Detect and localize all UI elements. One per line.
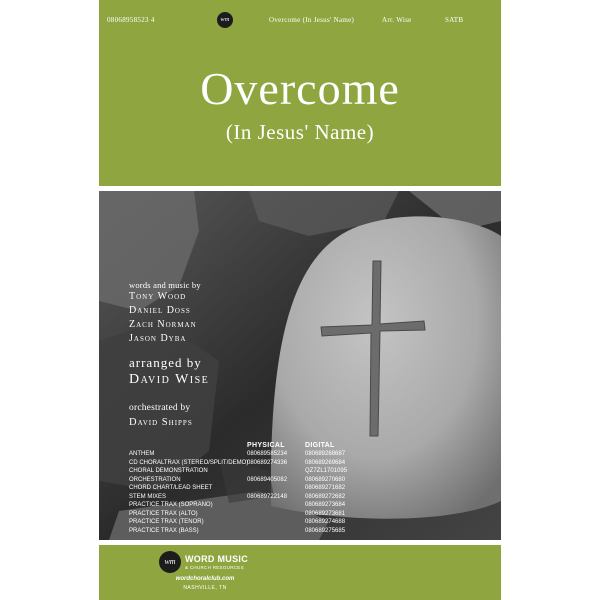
writer-name: Zach Norman bbox=[129, 319, 197, 330]
publisher-city: NASHVILLE, TN bbox=[183, 585, 227, 591]
publisher-url[interactable]: wordchoralclub.com bbox=[175, 576, 235, 582]
product-name: CHORAL DEMONSTRATION bbox=[129, 468, 208, 474]
title-band bbox=[99, 0, 501, 186]
page-subtitle: (In Jesus' Name) bbox=[225, 120, 375, 144]
writer-name: Jason Dyba bbox=[129, 333, 187, 344]
score-cover bbox=[99, 0, 501, 600]
product-name: PRACTICE TRAX (BASS) bbox=[129, 527, 199, 534]
product-name: ORCHESTRATION bbox=[129, 476, 181, 483]
physical-code: 080689585234 bbox=[247, 451, 288, 457]
product-row bbox=[129, 519, 469, 527]
product-name: CD CHORALTRAX (STEREO/SPLIT/DEMO) bbox=[129, 459, 249, 466]
digital-code: QZ7ZL1701095 bbox=[305, 468, 348, 474]
product-name: PRACTICE TRAX (ALTO) bbox=[129, 510, 198, 517]
physical-code: 080689405082 bbox=[247, 476, 288, 483]
product-row bbox=[129, 502, 469, 510]
digital-code: 080689273684 bbox=[305, 502, 346, 508]
product-row bbox=[129, 468, 469, 476]
physical-code: 080689274336 bbox=[247, 459, 288, 466]
digital-header: DIGITAL bbox=[305, 442, 335, 449]
page-title: Overcome bbox=[200, 63, 400, 114]
writer-name: Daniel Doss bbox=[129, 305, 191, 316]
arranged-label: arranged by bbox=[129, 355, 202, 370]
orchestrator-name: David Shipps bbox=[129, 417, 193, 428]
header-song-title: Overcome (In Jesus' Name) bbox=[269, 16, 355, 24]
publisher-name: WORD MUSIC bbox=[185, 554, 248, 564]
digital-code: 080689273681 bbox=[305, 510, 346, 517]
header-arranger: Arr. Wise bbox=[382, 16, 412, 24]
product-row bbox=[129, 511, 469, 519]
digital-code: 080689274688 bbox=[305, 519, 346, 525]
product-name: PRACTICE TRAX (TENOR) bbox=[129, 519, 204, 525]
product-row bbox=[129, 528, 469, 536]
product-row bbox=[129, 460, 469, 468]
arranger-name: David Wise bbox=[129, 372, 210, 387]
writer-name: Tony Wood bbox=[129, 291, 187, 302]
product-row bbox=[129, 477, 469, 485]
physical-header: PHYSICAL bbox=[247, 442, 285, 449]
physical-code: 080689722148 bbox=[247, 493, 288, 500]
orchestrated-label: orchestrated by bbox=[129, 403, 191, 413]
digital-code: 080689270680 bbox=[305, 476, 346, 483]
digital-code: 080689271682 bbox=[305, 485, 346, 491]
product-row bbox=[129, 485, 469, 493]
publisher-subtitle: & CHURCH RESOURCES bbox=[185, 565, 244, 570]
header-bar bbox=[99, 9, 501, 31]
product-row bbox=[129, 451, 469, 459]
publisher-band bbox=[99, 545, 501, 600]
product-name: ANTHEM bbox=[129, 451, 155, 457]
digital-code: 080689268687 bbox=[305, 451, 346, 457]
word-music-logo-icon: wm bbox=[217, 12, 233, 28]
catalog-number: 08068958523 4 bbox=[107, 16, 155, 24]
digital-code: 080689272682 bbox=[305, 493, 346, 500]
product-row bbox=[129, 494, 469, 502]
header-voicing: SATB bbox=[445, 16, 464, 24]
word-music-logo-icon: wm bbox=[159, 551, 181, 573]
product-name: PRACTICE TRAX (SOPRANO) bbox=[129, 502, 213, 508]
words-music-label: words and music by bbox=[129, 280, 201, 290]
product-name: STEM MIXES bbox=[129, 493, 167, 500]
product-name: CHORD CHART/LEAD SHEET bbox=[129, 485, 213, 491]
digital-code: 080689275685 bbox=[305, 527, 346, 534]
digital-code: 080689269684 bbox=[305, 459, 346, 466]
